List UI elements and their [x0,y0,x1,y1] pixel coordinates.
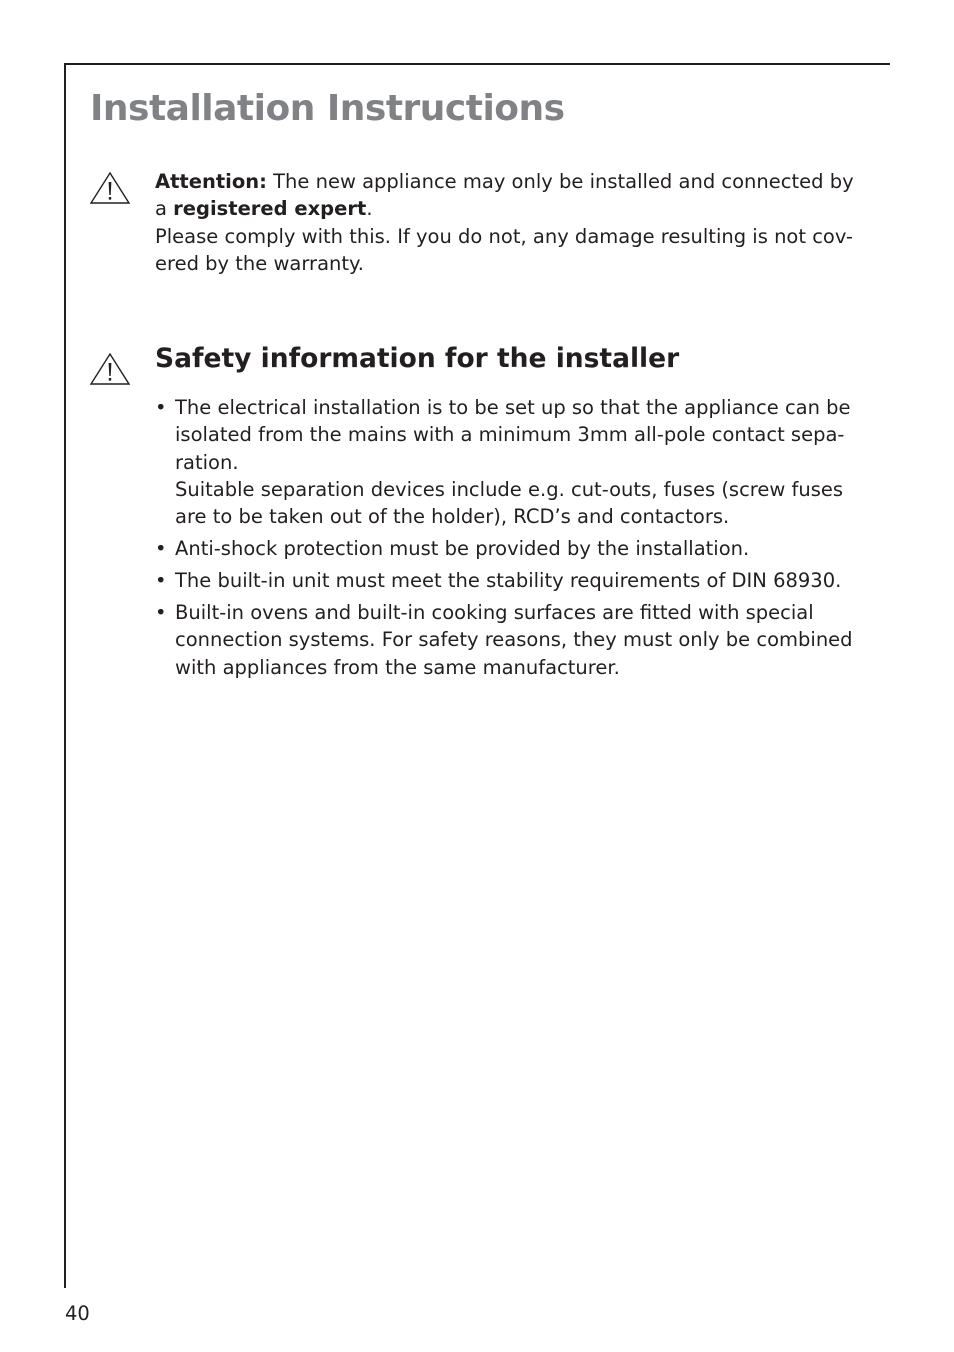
list-item-text: Built-in ovens and built-in cooking surfaces are fitted with special connection systems. For safety reasons, they must only be combined with appliances from the same manufacturer. [175,601,853,679]
bullet-marker: • [155,601,167,625]
bullet-marker: • [155,537,167,561]
list-item [155,535,867,562]
registered-expert-term: registered expert [173,197,367,221]
page-number: 40 [65,1302,90,1325]
list-item-text: Anti-shock protection must be provided by the installation. [175,537,750,561]
attention-notice [155,168,867,277]
page-frame-top-rule [64,63,890,65]
list-item-text: The built-in unit must meet the stability requirements of DIN 68930. [175,569,842,593]
attention-text-end: . [366,197,373,221]
attention-label: Attention: [155,170,267,193]
list-item [155,394,867,530]
page-frame-left-rule [64,63,66,1288]
list-item-continuation: Suitable separation devices include e.g. cut-outs, fuses (screw fuses are to be taken out of the holder), RCD’s and contactors. [175,477,844,529]
list-item [155,599,867,681]
attention-text: The new appliance may only be installed and connected by a [155,170,854,221]
attention-paragraph [155,168,867,223]
bullet-marker: • [155,396,167,419]
page-title: Installation Instructions [90,88,565,129]
warning-triangle-icon [89,352,131,386]
safety-bullet-list [155,394,867,686]
list-item-text: The electrical installation is to be set up so that the appliance can be isolated from the mains with a minimum 3mm all-pole contact sepa-ration. [175,396,851,474]
warning-triangle-icon [89,171,131,205]
warranty-paragraph: Please comply with this. If you do not, any damage resulting is not cov-ered by the warranty. [155,224,853,275]
bullet-marker: • [155,569,167,593]
safety-section-heading: Safety information for the installer [155,343,680,374]
list-item [155,567,867,594]
